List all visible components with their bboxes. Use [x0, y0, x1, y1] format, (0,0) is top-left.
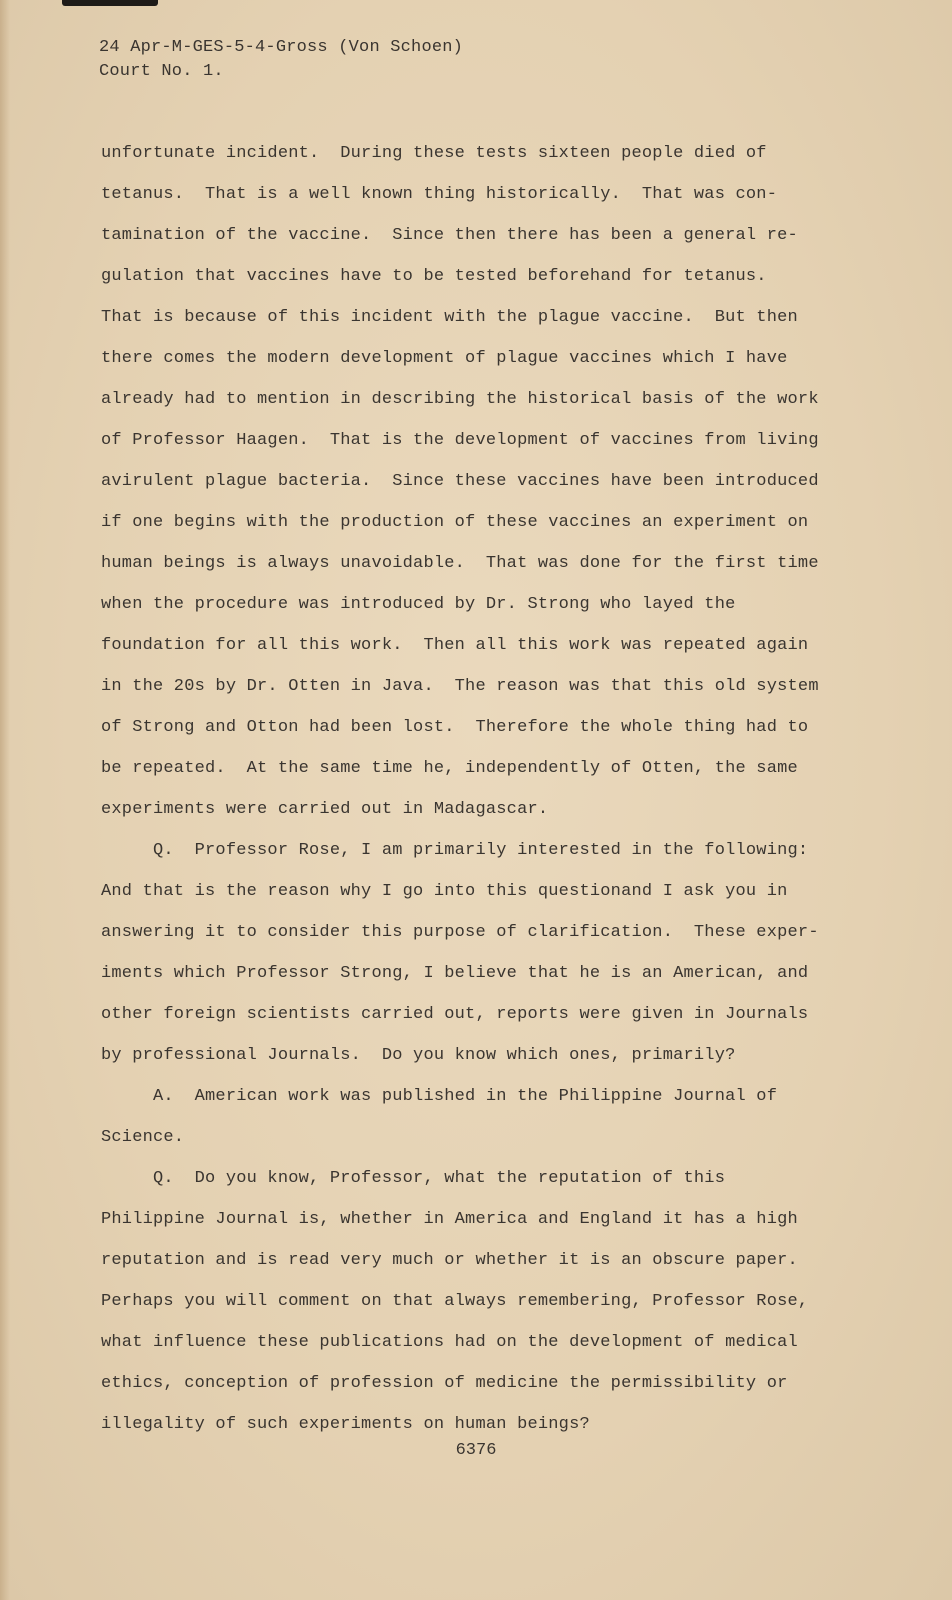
- question-line: Q. Do you know, Professor, what the reputation of this: [101, 1169, 726, 1188]
- text-line: tamination of the vaccine. Since then there has been a general re-: [101, 226, 798, 245]
- text-line: Science.: [101, 1128, 185, 1147]
- text-line: what influence these publications had on the development of medical: [101, 1333, 798, 1352]
- text-line: when the procedure was introduced by Dr. Strong who layed the: [101, 595, 736, 614]
- text-line: there comes the modern development of plague vaccines which I have: [101, 349, 788, 368]
- text-line: if one begins with the production of these vaccines an experiment on: [101, 513, 809, 532]
- text-line: by professional Journals. Do you know which ones, primarily?: [101, 1046, 736, 1065]
- text-line: Philippine Journal is, whether in America and England it has a high: [101, 1210, 798, 1229]
- text-line: of Strong and Otton had been lost. Therefore the whole thing had to: [101, 718, 809, 737]
- transcript-body: [101, 133, 819, 1445]
- text-line: of Professor Haagen. That is the development of vaccines from living: [101, 431, 819, 450]
- text-line: be repeated. At the same time he, independently of Otten, the same: [101, 759, 798, 778]
- text-line: That is because of this incident with the plague vaccine. But then: [101, 308, 798, 327]
- document-header: [99, 36, 463, 84]
- text-line: human beings is always unavoidable. That was done for the first time: [101, 554, 819, 573]
- text-line: answering it to consider this purpose of clarification. These exper-: [101, 923, 819, 942]
- text-line: unfortunate incident. During these tests sixteen people died of: [101, 144, 767, 163]
- text-line: ethics, conception of profession of medicine the permissibility or: [101, 1374, 788, 1393]
- header-line-1: 24 Apr-M-GES-5-4-Gross (Von Schoen): [99, 38, 464, 57]
- header-line-2: Court No. 1.: [99, 62, 224, 81]
- text-line: in the 20s by Dr. Otten in Java. The reason was that this old system: [101, 677, 819, 696]
- text-line: tetanus. That is a well known thing historically. That was con-: [101, 185, 778, 204]
- text-line: illegality of such experiments on human beings?: [101, 1415, 590, 1434]
- text-line: reputation and is read very much or whether it is an obscure paper.: [101, 1251, 798, 1270]
- text-line: Perhaps you will comment on that always remembering, Professor Rose,: [101, 1292, 809, 1311]
- answer-line: A. American work was published in the Philippine Journal of: [101, 1087, 778, 1106]
- text-line: other foreign scientists carried out, reports were given in Journals: [101, 1005, 809, 1024]
- text-line: foundation for all this work. Then all this work was repeated again: [101, 636, 809, 655]
- page-edge-shadow: [0, 0, 10, 1600]
- text-line: avirulent plague bacteria. Since these vaccines have been introduced: [101, 472, 819, 491]
- text-line: already had to mention in describing the historical basis of the work: [101, 390, 819, 409]
- text-line: gulation that vaccines have to be tested beforehand for tetanus.: [101, 267, 767, 286]
- question-line: Q. Professor Rose, I am primarily interested in the following:: [101, 841, 809, 860]
- text-line: And that is the reason why I go into this questionand I ask you in: [101, 882, 788, 901]
- page-number: 6376: [455, 1441, 497, 1460]
- text-line: iments which Professor Strong, I believe that he is an American, and: [101, 964, 809, 983]
- binder-tab: [62, 0, 158, 6]
- text-line: experiments were carried out in Madagascar.: [101, 800, 549, 819]
